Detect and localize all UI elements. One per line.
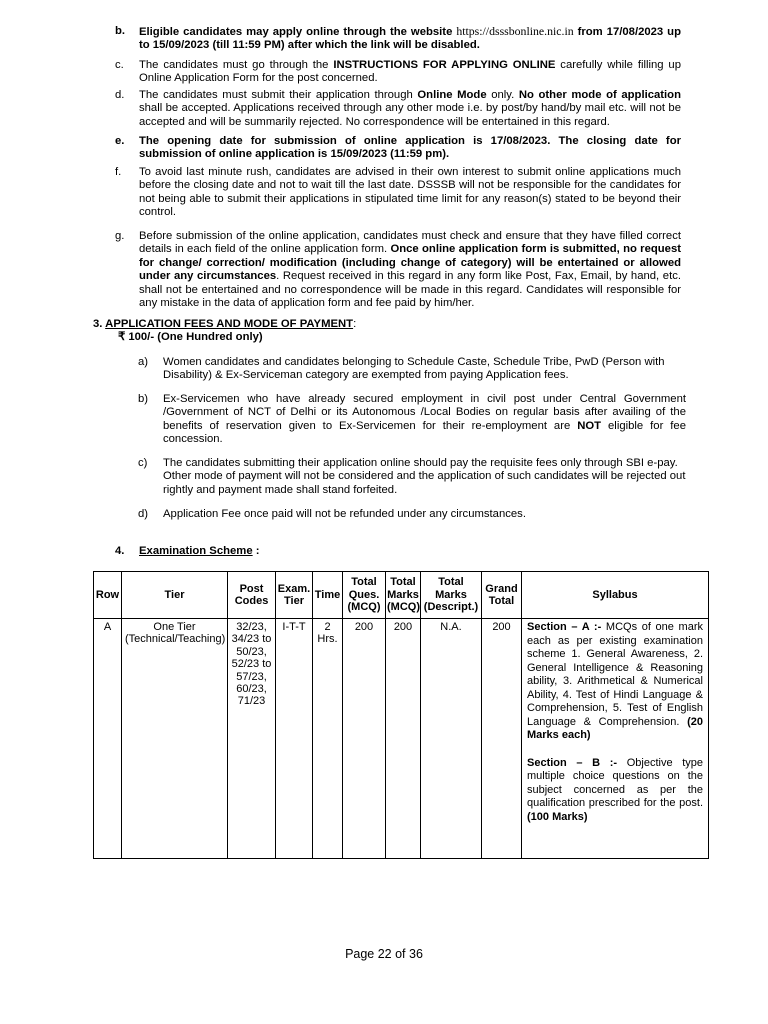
item-label: c) (138, 457, 148, 469)
cell-row: A (94, 619, 122, 859)
fee-item-c (138, 457, 686, 497)
item-text: To avoid last minute rush, candidates are advised in their own interest to submit online applications much before the closing date and not to wait till the last date. DSSSB will not be responsible for the candidates for not being able to submit their applications in stipulated time limit for any reason(s) stated to be beyond their control. (139, 166, 681, 219)
section-number: 4. (115, 545, 125, 557)
section-a-label: Section – A :- (527, 621, 602, 633)
section-3-heading (93, 318, 356, 331)
header-total-marks-desc: Total Marks (Descript.) (421, 572, 482, 619)
item-text: shall be accepted. Applications received through any other mode i.e. by post/by hand/by mail etc. will not be accepted and will be summarily rejected. No correspondence will be entertained in this regard. (139, 102, 681, 128)
item-label: f. (115, 166, 122, 178)
item-label: b. (115, 25, 126, 37)
cell-total-marks-desc: N.A. (421, 619, 482, 859)
item-text: The candidates must go through the (139, 59, 334, 71)
section-b-label: Section – B :- (527, 756, 618, 769)
section-a-marks: (20 Marks each) (527, 715, 703, 741)
item-e (115, 135, 681, 162)
cell-post-codes: 32/23, 34/23 to 50/23, 52/23 to 57/23, 60/23, 71/23 (228, 619, 276, 859)
item-label: d. (115, 89, 125, 101)
item-text: The opening date for submission of online application is 17/08/2023. The closing date for submission of online application is 15/09/2023 (11:59 pm). (139, 135, 681, 161)
examination-scheme-table (93, 571, 709, 859)
table-row (94, 619, 709, 859)
item-text: carefully while filling up Online Application Form for the post concerned. (139, 59, 681, 85)
website-link[interactable]: https://dsssbonline.nic.in (456, 24, 574, 38)
item-text: . Request received in this regard in any form like Post, Fax, Email, by hand, etc. shall not be entertained and no correspondence will be made in this regard. Candidates will responsible for any mistake in the data of application form and fee paid by him/her. (139, 270, 681, 310)
section-4-heading (115, 545, 260, 558)
item-text: Ex-Servicemen who have already secured employment in civil post under Central Government /Government of NCT of Delhi or its Autonomous /Local Bodies on regular basis after availing of the benefits of reservation given to Ex-Servicemen for their re-employment are (163, 393, 686, 432)
item-text: Application Fee once paid will not be refunded under any circumstances. (163, 508, 526, 520)
section-number: 3. (93, 318, 103, 330)
item-text: Eligible candidates may apply online through the website (139, 26, 457, 38)
section-a-text: MCQs of one mark each as per existing examination scheme 1. General Awareness, 2. General Intelligence & Reasoning ability, 3. Arithmetical & Numerical Ability, 4. Test of Hindi Language & Comprehension, 5. Test of English Language & Comprehension. (527, 621, 703, 728)
cell-exam-tier: I-T-T (276, 619, 313, 859)
cell-time: 2 Hrs. (313, 619, 343, 859)
item-c (115, 59, 681, 86)
item-text: The candidates must submit their application through (139, 89, 418, 101)
page-number: Page 22 of 36 (345, 947, 423, 961)
header-row: Row (94, 572, 122, 619)
header-total-marks-mcq: Total Marks (MCQ) (386, 572, 421, 619)
item-label: d) (138, 508, 149, 520)
header-tier: Tier (122, 572, 228, 619)
header-exam-tier: Exam. Tier (276, 572, 313, 619)
item-text-bold: Online Mode (417, 89, 487, 101)
item-label: b) (138, 393, 149, 405)
item-g (115, 230, 681, 310)
cell-total-ques: 200 (343, 619, 386, 859)
header-time: Time (313, 572, 343, 619)
item-text: eligible for fee concession. (163, 419, 686, 446)
item-text-bold: Once online application form is submitted, no request for change/ correction/ modification (including change of category) will be entertained or allowed under any circumstances (139, 243, 681, 283)
table-header-row (94, 572, 709, 619)
item-text-bold: NOT (577, 419, 602, 432)
section-title: APPLICATION FEES AND MODE OF PAYMENT (105, 318, 354, 330)
item-text-bold: No other mode of application (518, 89, 681, 101)
item-b (115, 25, 681, 53)
item-label: e. (115, 135, 125, 147)
cell-syllabus (522, 619, 709, 859)
fee-item-d (138, 508, 686, 521)
item-f (115, 166, 681, 220)
item-label: g. (115, 230, 125, 242)
item-d (115, 89, 681, 129)
syllabus-section-a (527, 621, 703, 743)
item-text-bold: INSTRUCTIONS FOR APPLYING ONLINE (333, 59, 556, 71)
fee-item-b (138, 393, 686, 447)
header-syllabus: Syllabus (522, 572, 709, 619)
item-text: from 17/08/2023 up to 15/09/2023 (till 11:59 PM) after which the link will be disabled. (139, 26, 681, 52)
item-text: Women candidates and candidates belonging to Schedule Caste, Schedule Tribe, PwD (Person with Disability) & Ex-Serviceman category are exempted from paying Application fees. (163, 356, 665, 382)
header-post-codes: Post Codes (228, 572, 276, 619)
item-text: The candidates submitting their application online should pay the requisite fees only through SBI e-pay. Other mode of payment will not be considered and the application of such candidates will be rejected out rightly and payment made shall stand forfeited. (163, 457, 686, 496)
section-colon: : (353, 318, 357, 330)
fee-item-a (138, 356, 686, 383)
item-label: c. (115, 59, 124, 71)
section-colon: : (255, 545, 260, 557)
header-grand-total: Grand Total (482, 572, 522, 619)
cell-tier: One Tier (Technical/Teaching) (122, 619, 228, 859)
section-b-marks: (100 Marks) (527, 810, 588, 823)
item-label: a) (138, 356, 149, 368)
cell-total-marks-mcq: 200 (386, 619, 421, 859)
section-b-text: Objective type multiple choice questions on the subject concerned as per the qualification prescribed for the post. (527, 756, 703, 809)
header-total-ques: Total Ques. (MCQ) (343, 572, 386, 619)
item-text: Before submission of the online application, candidates must check and ensure that they have filled correct details in each field of the online application form. (139, 230, 681, 256)
syllabus-section-b (527, 757, 703, 825)
cell-grand-total: 200 (482, 619, 522, 859)
item-text: only. (486, 89, 519, 101)
fee-amount: ₹ 100/- (One Hundred only) (118, 331, 263, 343)
section-title: Examination Scheme (139, 545, 253, 557)
